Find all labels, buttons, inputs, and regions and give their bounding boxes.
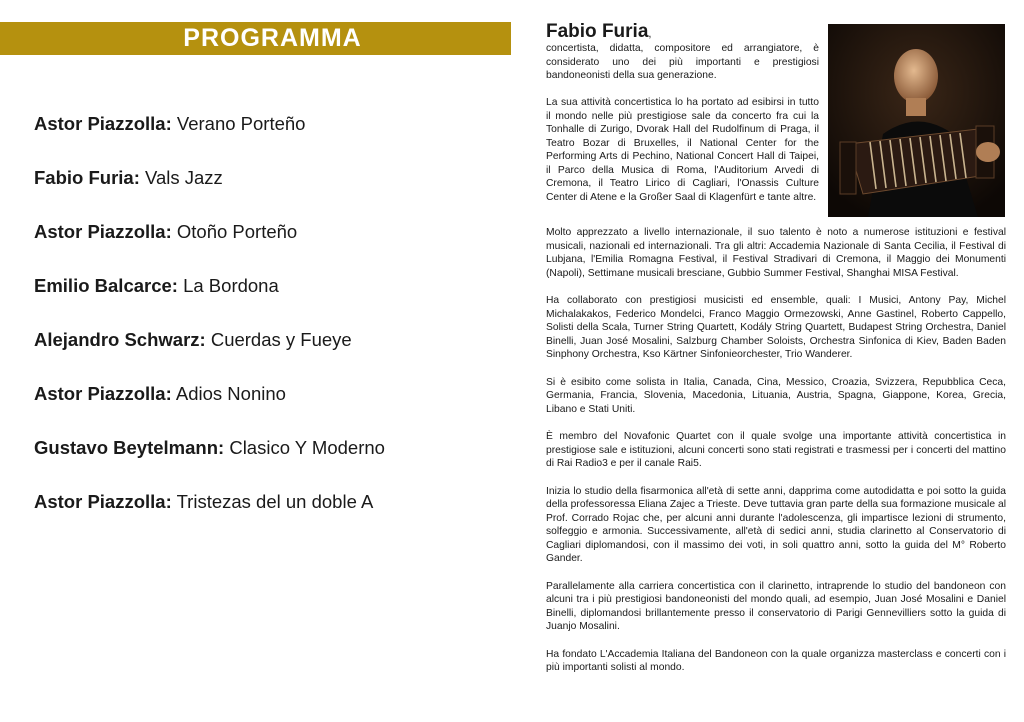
artist-photo [828,24,1005,217]
biography-page [546,0,1006,722]
program-list [34,110,504,542]
program-item [34,380,504,434]
piece-title: Verano Porteño [176,113,306,134]
program-item [34,488,504,542]
bio-body [546,226,1006,689]
piece-title: La Bordona [183,275,279,296]
program-item [34,164,504,218]
program-item [34,434,504,488]
artist-name-text: Fabio Furia [546,21,649,42]
bio-career: La sua attività concertistica lo ha portato ad esibirsi in tutto il mondo nelle più prestigiose sale da concerto fra cui la Tonhalle di Zurigo, Dvorak Hall del Rudolfinum di Praga, il Teatro Bozar di Bruxelles, il National Center for the Performing Arts di Pechino, National Concert Hall di Taipei, il Parco della Musica di Roma, l'Auditorium Arvedi di Cremona, il Teatro Lirico di Cagliari, l'Onassis Culture Center di Atene e la Großer Saal di Klagenfürt e tante altre. [546,97,819,203]
bio-paragraph: Ha collaborato con prestigiosi musicisti ed ensemble, quali: I Musici, Antony Pay, Michel Michalakakos, Federico Mondelci, Franco Maggio Ormezowski, Anne Gastinel, Roberto Cappello, Solisti della Scala, Turner String Quartett, Kodály String Quartett, Budapest String Orchestra, Daniel Binelli, Juan José Mosalini, Salzburg Chamber Soloists, Orchestra Sinfonica di Kiev, Baden Baden Sinphony Orchestra, Kso Kärtner Sinfonieorchester, Trio Wanderer. [546,295,1006,360]
piece-title: Otoño Porteño [176,221,298,242]
composer-name: Alejandro Schwarz: [34,329,206,350]
composer-name: Fabio Furia: [34,167,140,188]
piece-title: Vals Jazz [145,167,223,188]
bio-intro: concertista, didatta, compositore ed arrangiatore, è considerato uno dei più importanti e prestigiosi bandoneonisti della sua generazione. [546,43,819,81]
piece-title: Adios Nonino [175,383,286,404]
program-item [34,326,504,380]
program-heading: PROGRAMMA [0,22,511,55]
composer-name: Gustavo Beytelmann: [34,437,225,458]
bio-paragraph: Inizia lo studio della fisarmonica all'età di sette anni, dapprima come autodidatta e poi sotto la guida della professoressa Eliana Zajec a Trieste. Deve tuttavia gran parte della sua formazione musicale al Prof. Corrado Rojac che, per alcuni anni durante l'adolescenza, gli impartisce lezioni di strumento, solfeggio e armonia. Successivamente, all'età di sedici anni, studia clarinetto al Conservatorio di Cagliari diplomandosi, con il massimo dei voti, in soli quattro anni, sotto la guida del M° Roberto Gander. [546,485,1006,564]
composer-name: Astor Piazzolla: [34,491,172,512]
bio-paragraph: È membro del Novafonic Quartet con il quale svolge una importante attività concertistica in prestigiose sale e istituzioni, alcuni concerti sono stati registrati e trasmessi per i concerti del mattino di Rai Radio3 e per il canale Rai5. [546,431,1006,469]
composer-name: Astor Piazzolla: [34,221,172,242]
bio-paragraph: Parallelamente alla carriera concertistica con il clarinetto, intraprende lo studio del bandoneon con alcuni tra i più prestigiosi bandoneonisti del mondo quali, ad esempio, Juan José Mosalini e Daniel Binelli, diplomandosi brillantemente presso il conservatorio di Parigi Gennevilliers sotto la guida di Juanjo Mosalini. [546,580,1006,632]
bio-paragraph: Si è esibito come solista in Italia, Canada, Cina, Messico, Croazia, Svizzera, Repubblica Ceca, Germania, Francia, Slovenia, Macedonia, Lituania, Austria, Spagna, Giappone, Korea, Grecia, Libano e Stati Uniti. [546,376,1006,415]
piece-title: Clasico Y Moderno [229,437,385,458]
bandoneon-player-image [828,24,1005,217]
bio-paragraph: Ha fondato L'Accademia Italiana del Bandoneon con la quale organizza masterclass e concerti con i più importanti solisti al mondo. [546,648,1006,673]
program-item [34,110,504,164]
piece-title: Tristezas del un doble A [176,491,374,512]
composer-name: Emilio Balcarce: [34,275,178,296]
piece-title: Cuerdas y Fueye [210,329,352,350]
bio-paragraph: Molto apprezzato a livello internazionale, il suo talento è noto a numerose istituzioni e festival musicali, nazionali ed internazionali. Tra gli altri: Accademia Nazionale di Santa Cecilia, il Festival di Lubjana, l'Emilia Romagna Festival, il Festival Stradivari di Cremona, il Maggio dei Monumenti (Napoli), Settimane musicali bresciane, Gubbio Summer Festival, Shanghai MISA Festival. [546,227,1006,279]
composer-name: Astor Piazzolla: [34,113,172,134]
composer-name: Astor Piazzolla: [34,383,172,404]
artist-name-comma: , [648,28,652,40]
program-item [34,272,504,326]
program-item [34,218,504,272]
